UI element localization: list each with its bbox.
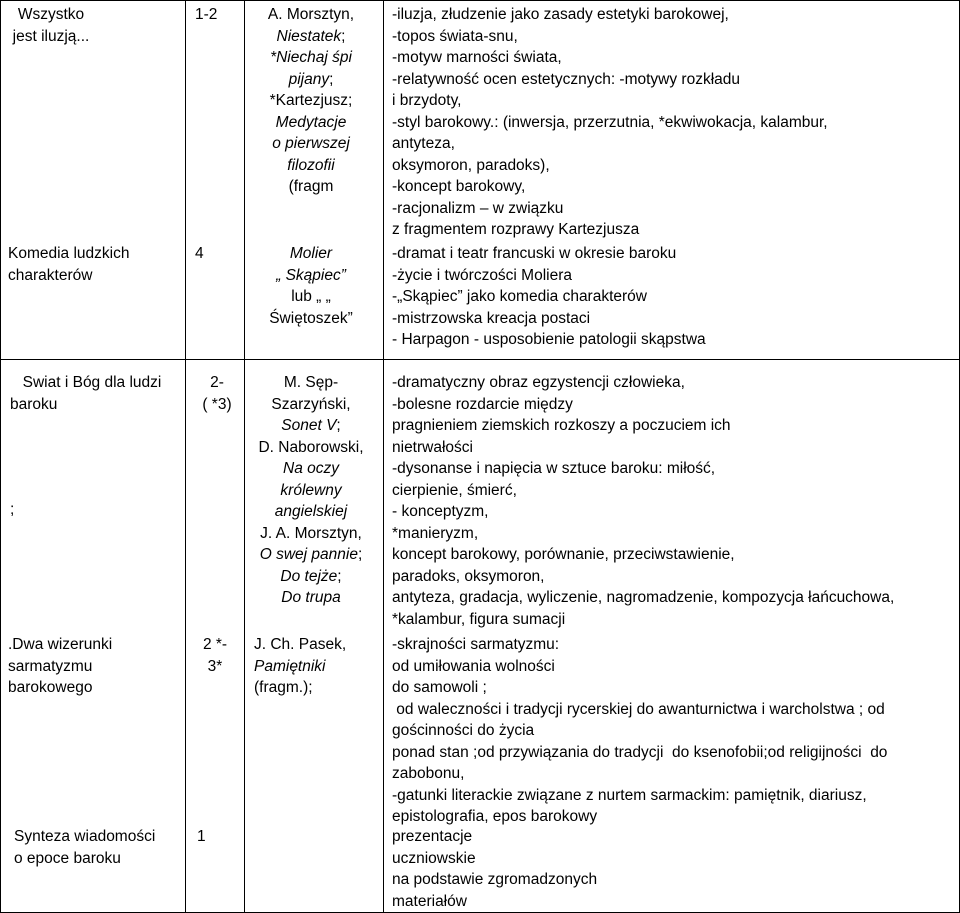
content-line: paradoks, oksymoron, [392, 567, 545, 585]
hours-value: 2- [210, 374, 224, 391]
text-title-line [246, 394, 376, 416]
content-line: -styl barokowy.: (inwersja, przerzutnia, *ekwiwokacja, kalambur, [392, 113, 828, 131]
text-title-line [246, 587, 376, 609]
work-title: *Niechaj śpi [270, 49, 352, 66]
topic-line: ; [10, 501, 15, 518]
content-line: -motyw marności świata, [392, 49, 562, 66]
work-title: Sonet V [281, 417, 337, 434]
texts-cell [246, 243, 376, 329]
separator: ; [329, 70, 334, 88]
author-name: (fragm [288, 178, 334, 195]
content-line: -dramatyczny obraz egzystencji człowieka, [392, 374, 685, 391]
texts-cell [254, 634, 346, 699]
content-line: do samowoli ; [392, 679, 487, 696]
content-line: -koncept barokowy, [392, 178, 526, 195]
text-title-line [246, 286, 376, 308]
author-name: *Kartezjusz; [269, 92, 353, 109]
topic-cell [8, 634, 112, 699]
text-title-line [246, 566, 376, 588]
hours-value: 3* [207, 657, 223, 675]
column-divider [185, 0, 186, 913]
author-name: lub „ „ [291, 288, 331, 305]
topic-line: Swiat i Bóg dla ludzi [22, 374, 162, 391]
hours-value: 2 *- [202, 636, 228, 653]
text-title-line [246, 308, 376, 330]
work-title: Na oczy [283, 460, 339, 477]
author-name: A. Morsztyn, [267, 6, 355, 23]
table-border-top [0, 0, 960, 1]
content-line: zabobonu, [392, 765, 465, 782]
topic-cell-extra [10, 499, 14, 521]
hours-value: 4 [195, 245, 204, 262]
topic-line: Synteza wiadomości [14, 828, 156, 845]
content-line: *manieryzm, [392, 524, 479, 542]
topic-cell [2, 372, 182, 415]
content-line: prezentacje [392, 828, 473, 845]
work-title: Do trupa [281, 589, 341, 606]
work-title: „ Skąpiec” [276, 266, 346, 284]
work-title: angielskiej [274, 503, 348, 520]
separator: ; [337, 567, 342, 585]
text-title-line [246, 90, 376, 112]
column-divider [244, 0, 245, 913]
content-line: z fragmentem rozprawy Kartezjusza [392, 221, 640, 238]
content-line: antyteza, gradacja, wyliczenie, nagromadzenie, kompozycja łańcuchowa, [392, 589, 895, 606]
content-line: i brzydoty, [392, 92, 462, 109]
text-title-line [246, 243, 376, 265]
text-title-line [246, 47, 376, 69]
topic-line: Wszystko [17, 6, 85, 23]
work-title: Medytacje [275, 113, 347, 131]
author-name: M. Sęp- [283, 374, 339, 391]
hours-cell [195, 243, 204, 265]
content-cell [392, 372, 894, 630]
work-title: o pierwszej [272, 135, 350, 152]
topic-line: o epoce baroku [14, 849, 121, 867]
text-title-line [246, 372, 376, 394]
hours-cell [188, 634, 242, 677]
content-line: materiałów [392, 892, 467, 910]
separator: ; [336, 417, 341, 434]
content-line: epistolografia, epos barokowy [392, 808, 598, 825]
author-name: Szarzyński, [271, 395, 351, 413]
topic-line: baroku [10, 395, 58, 413]
author-name: J. Ch. Pasek, [254, 636, 347, 653]
work-title: Pamiętniki [254, 657, 326, 675]
hours-cell [197, 826, 206, 848]
content-line: od umiłowania wolności [392, 657, 555, 675]
text-title-line [246, 458, 376, 480]
content-line: -bolesne rozdarcie między [392, 395, 573, 413]
content-line: oksymoron, paradoks), [392, 156, 550, 174]
text-title-line [246, 501, 376, 523]
content-line: pragnieniem ziemskich rozkoszy a poczuciem ich [392, 417, 731, 434]
content-line: -gatunki literackie związane z nurtem sarmackim: pamiętnik, diariusz, [392, 786, 867, 804]
separator: ; [357, 546, 363, 563]
topic-cell [14, 826, 155, 869]
texts-cell [246, 4, 376, 198]
content-line: nietrwałości [392, 438, 473, 456]
content-line: antyteza, [392, 135, 455, 152]
text-title-line [246, 133, 376, 155]
content-line: uczniowskie [392, 849, 476, 867]
text-title-line [254, 656, 346, 678]
text-title-line [246, 437, 376, 459]
content-line: - Harpagon - usposobienie patologii skąpstwa [392, 331, 706, 348]
content-line: na podstawie zgromadzonych [392, 871, 598, 888]
content-cell [392, 634, 887, 828]
content-line: -życie i twórczości Moliera [392, 266, 573, 284]
hours-value: ( *3) [202, 395, 232, 413]
content-line: gościnności do życia [392, 722, 535, 739]
content-line: -skrajności sarmatyzmu: [392, 636, 560, 653]
topic-cell [8, 243, 129, 286]
content-cell [392, 826, 597, 912]
content-line: -mistrzowska kreacja postaci [392, 309, 591, 327]
text-title-line [254, 677, 346, 699]
text-title-line [254, 634, 346, 656]
text-title-line [246, 523, 376, 545]
content-cell [392, 4, 828, 241]
topic-line: .Dwa wizerunki [8, 636, 113, 653]
content-line: -dramat i teatr francuski w okresie baroku [392, 245, 677, 262]
content-line: -topos świata-snu, [392, 27, 518, 45]
text-title-line [246, 415, 376, 437]
author-name: Świętoszek” [269, 309, 353, 327]
topic-cell [6, 4, 96, 47]
text-title-line [246, 112, 376, 134]
content-line: *kalambur, figura sumacji [392, 610, 566, 628]
topic-line: sarmatyzmu [8, 657, 93, 675]
text-title-line [246, 544, 376, 566]
content-line: koncept barokowy, porównanie, przeciwstawienie, [392, 546, 735, 563]
content-line: -relatywność ocen estetycznych: -motywy rozkładu [392, 70, 741, 88]
separator: ; [341, 27, 346, 45]
hours-value: 1-2 [195, 6, 218, 23]
content-line: ponad stan ;od przywiązania do tradycji do ksenofobii;od religijności do [392, 743, 888, 761]
table-border-left [0, 0, 1, 913]
content-line: cierpienie, śmierć, [392, 481, 517, 499]
work-title: królewny [280, 481, 342, 499]
author-name: (fragm.); [254, 679, 313, 696]
content-line: -racjonalizm – w związku [392, 199, 564, 217]
work-title: pijany [288, 70, 330, 88]
texts-cell [246, 372, 376, 609]
text-title-line [246, 176, 376, 198]
work-title: Do tejże [280, 567, 338, 585]
text-title-line [246, 265, 376, 287]
text-title-line [246, 69, 376, 91]
hours-cell [190, 372, 244, 415]
author-name: D. Naborowski, [258, 438, 364, 456]
text-title-line [246, 26, 376, 48]
text-title-line [246, 4, 376, 26]
text-title-line [246, 480, 376, 502]
content-cell [392, 243, 706, 351]
work-title: O swej pannie [259, 546, 358, 563]
column-divider [383, 0, 384, 913]
text-title-line [246, 155, 376, 177]
work-title: filozofii [287, 156, 335, 174]
content-line: -„Skąpiec” jako komedia charakterów [392, 288, 647, 305]
hours-value: 1 [197, 828, 206, 845]
topic-line: jest iluzją... [12, 27, 90, 45]
content-line: -dysonanse i napięcia w sztuce baroku: miłość, [392, 460, 716, 477]
content-line: -iluzja, złudzenie jako zasady estetyki barokowej, [392, 6, 729, 23]
topic-line: Komedia ludzkich [8, 245, 130, 262]
work-title: Molier [289, 245, 333, 262]
topic-line: barokowego [8, 679, 93, 696]
content-line: od waleczności i tradycji rycerskiej do awanturnictwa i warcholstwa ; od [392, 700, 885, 718]
row-divider [0, 359, 960, 360]
hours-cell [195, 4, 217, 26]
content-line: - konceptyzm, [392, 503, 489, 520]
author-name: J. A. Morsztyn, [260, 524, 362, 542]
topic-line: charakterów [8, 266, 93, 284]
work-title: Niestatek [276, 27, 342, 45]
